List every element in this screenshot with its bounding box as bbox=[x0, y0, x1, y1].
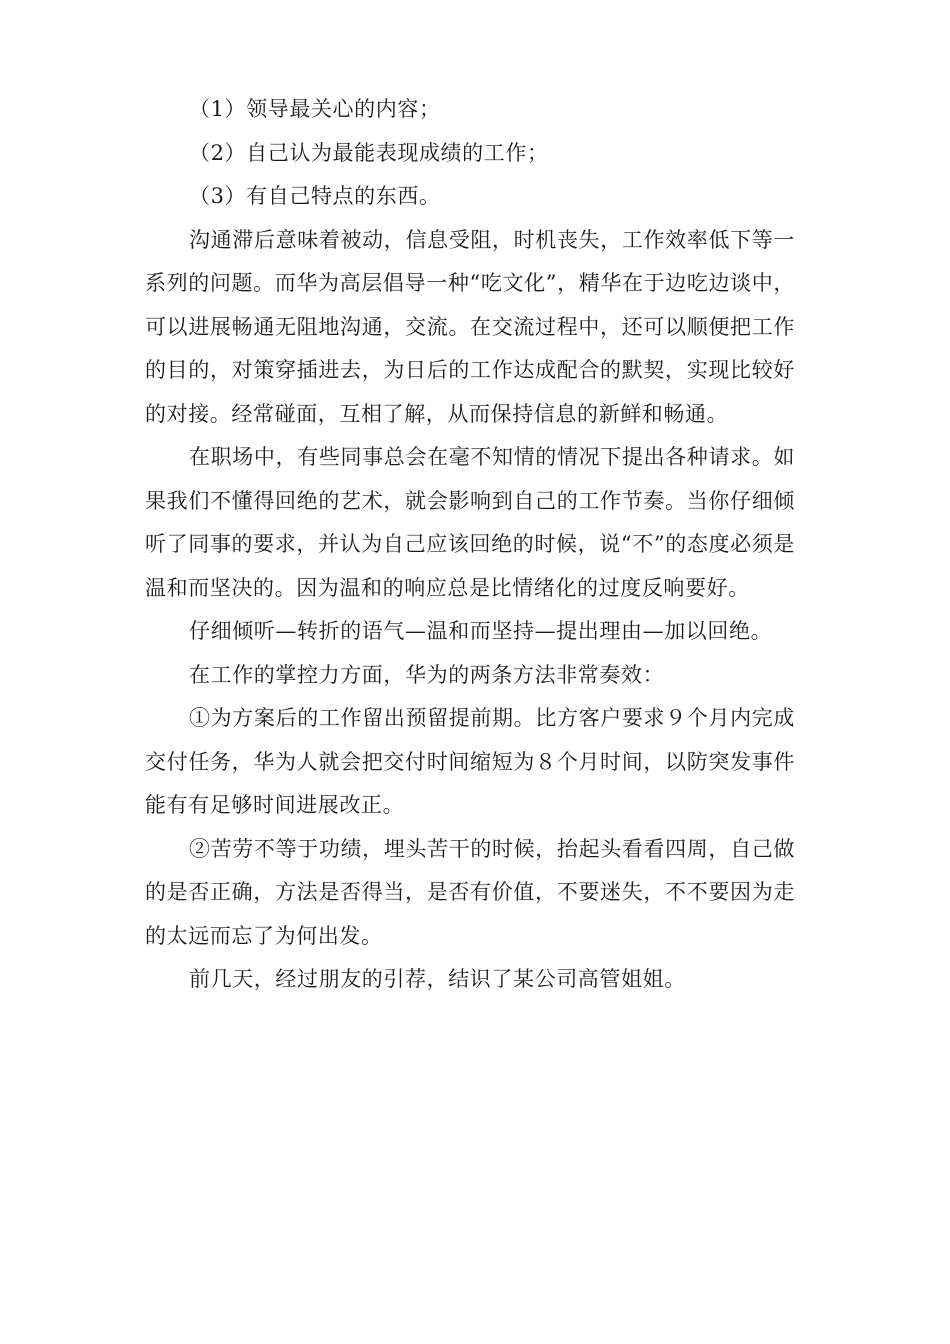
list-item-1: （1）领导最关心的内容； bbox=[189, 97, 441, 121]
paragraph-control-intro: 在工作的掌控力方面，华为的两条方法非常奏效： bbox=[189, 662, 665, 687]
paragraph-refusal-steps: 仔细倾听—转折的语气—温和而坚持—提出理由—加以回绝。 bbox=[189, 619, 773, 643]
list-item-3: （3）有自己特点的东西。 bbox=[189, 184, 441, 208]
document-body bbox=[145, 88, 795, 1002]
paragraph-refusal: 在职场中，有些同事总会在毫不知情的情况下提出各种请求。如果我们不懂得回绝的艺术，就会影响到自己的工作节奏。当你仔细倾听了同事的要求，并认为自己应该回绝的时候，说“不”的态度必须是温和而坚决的。因为温和的响应总是比情绪化的过度反响要好。 bbox=[145, 445, 795, 600]
paragraph-method-1: ①为方案后的工作留出预留提前期。比方客户要求９个月内完成交付任务，华为人就会把交付时间缩短为８个月时间，以防突发事件能有有足够时间进展改正。 bbox=[145, 706, 795, 817]
paragraph-method-2: ②苦劳不等于功绩，埋头苦干的时候，抬起头看看四周，自己做的是否正确，方法是否得当，是否有价值，不要迷失，不不要因为走的太远而忘了为何出发。 bbox=[145, 836, 795, 948]
paragraph-communication: 沟通滞后意味着被动，信息受阻，时机丧失，工作效率低下等一系列的问题。而华为高层倡导一种“吃文化”，精华在于边吃边谈中，可以进展畅通无阻地沟通，交流。在交流过程中，还可以顺便把工作的目的，对策穿插进去，为日后的工作达成配合的默契，实现比较好的对接。经常碰面，互相了解，从而保持信息的新鲜和畅通。 bbox=[145, 227, 795, 426]
list-item-2: （2）自己认为最能表现成绩的工作； bbox=[189, 140, 549, 165]
paragraph-closing: 前几天，经过朋友的引荐，结识了某公司高管姐姐。 bbox=[189, 967, 686, 991]
